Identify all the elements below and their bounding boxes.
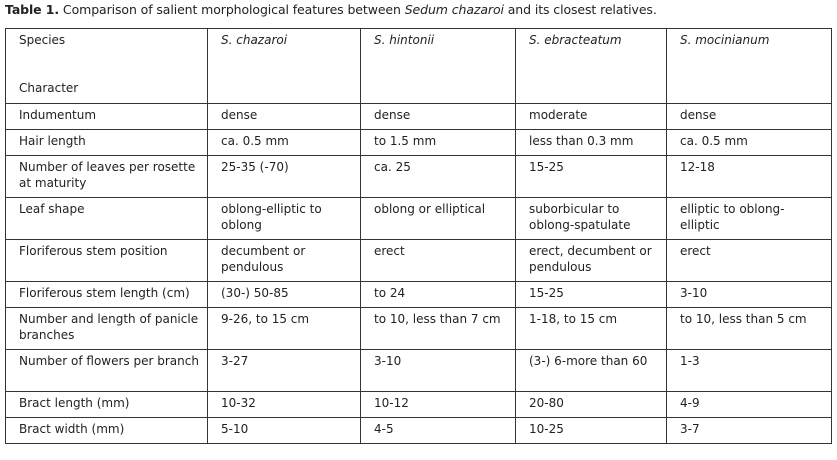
value-cell: 12-18 (667, 156, 832, 198)
table-row (6, 308, 832, 350)
caption-text: Comparison of salient morphological features between (59, 2, 405, 17)
table-row (6, 130, 832, 156)
value-cell: to 10, less than 7 cm (361, 308, 516, 350)
header-species-character-cell (6, 29, 208, 104)
table-row (6, 392, 832, 418)
table-caption (5, 2, 657, 17)
value-cell: to 10, less than 5 cm (667, 308, 832, 350)
caption-label: Table 1. (5, 2, 60, 17)
character-cell: Number of leaves per rosette at maturity (6, 156, 208, 198)
value-cell: suborbicular to oblong-spatulate (516, 198, 667, 240)
character-cell: Bract length (mm) (6, 392, 208, 418)
value-cell: (3-) 6-more than 60 (516, 350, 667, 392)
species-name-header: S. chazaroi (208, 29, 361, 104)
value-cell: oblong or elliptical (361, 198, 516, 240)
value-cell: elliptic to oblong-elliptic (667, 198, 832, 240)
value-cell: decumbent or pendulous (208, 240, 361, 282)
value-cell: 10-25 (516, 418, 667, 444)
species-header: Species (19, 33, 66, 47)
value-cell: 1-3 (667, 350, 832, 392)
value-cell: 3-27 (208, 350, 361, 392)
value-cell: dense (361, 104, 516, 130)
value-cell: 5-10 (208, 418, 361, 444)
caption-text-end: and its closest relatives. (503, 2, 657, 17)
value-cell: to 1.5 mm (361, 130, 516, 156)
species-name-header: S. ebracteatum (516, 29, 667, 104)
value-cell: 25-35 (-70) (208, 156, 361, 198)
value-cell: 10-12 (361, 392, 516, 418)
value-cell: erect (361, 240, 516, 282)
value-cell: less than 0.3 mm (516, 130, 667, 156)
value-cell: erect, decumbent or pendulous (516, 240, 667, 282)
value-cell: erect (667, 240, 832, 282)
value-cell: 3-10 (361, 350, 516, 392)
value-cell: 4-9 (667, 392, 832, 418)
value-cell: 15-25 (516, 156, 667, 198)
value-cell: 9-26, to 15 cm (208, 308, 361, 350)
character-cell: Number and length of panicle branches (6, 308, 208, 350)
table-row (6, 418, 832, 444)
value-cell: oblong-elliptic to oblong (208, 198, 361, 240)
value-cell: 4-5 (361, 418, 516, 444)
character-header: Character (19, 81, 79, 95)
character-cell: Number of flowers per branch (6, 350, 208, 392)
value-cell: ca. 0.5 mm (208, 130, 361, 156)
value-cell: dense (208, 104, 361, 130)
value-cell: moderate (516, 104, 667, 130)
header-row (6, 29, 832, 104)
character-cell: Hair length (6, 130, 208, 156)
value-cell: to 24 (361, 282, 516, 308)
character-cell: Floriferous stem position (6, 240, 208, 282)
table-row (6, 198, 832, 240)
table-row (6, 282, 832, 308)
value-cell: 3-7 (667, 418, 832, 444)
character-cell: Indumentum (6, 104, 208, 130)
species-name-header: S. mocinianum (667, 29, 832, 104)
value-cell: 1-18, to 15 cm (516, 308, 667, 350)
comparison-table (5, 28, 832, 444)
table-row (6, 104, 832, 130)
value-cell: ca. 0.5 mm (667, 130, 832, 156)
value-cell: 20-80 (516, 392, 667, 418)
caption-species: Sedum chazaroi (404, 2, 504, 17)
species-name-header: S. hintonii (361, 29, 516, 104)
value-cell: 3-10 (667, 282, 832, 308)
table-row (6, 350, 832, 392)
table-row (6, 156, 832, 198)
value-cell: 10-32 (208, 392, 361, 418)
value-cell: (30-) 50-85 (208, 282, 361, 308)
character-cell: Bract width (mm) (6, 418, 208, 444)
character-cell: Leaf shape (6, 198, 208, 240)
character-cell: Floriferous stem length (cm) (6, 282, 208, 308)
value-cell: dense (667, 104, 832, 130)
value-cell: ca. 25 (361, 156, 516, 198)
table-row (6, 240, 832, 282)
value-cell: 15-25 (516, 282, 667, 308)
